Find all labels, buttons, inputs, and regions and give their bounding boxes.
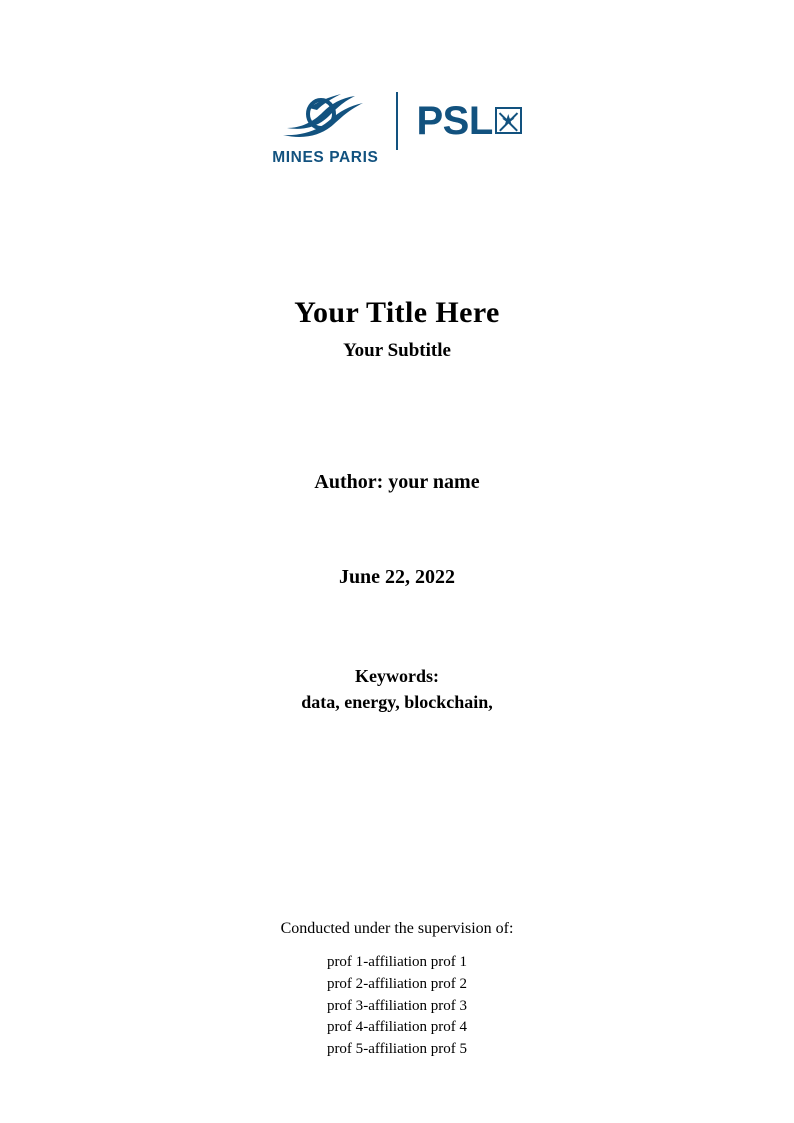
supervisor-name: prof 5 xyxy=(326,1041,364,1058)
table-row xyxy=(327,1039,467,1061)
supervisor-table-body xyxy=(327,952,467,1061)
table-row xyxy=(327,996,467,1018)
psl-star-icon xyxy=(502,114,515,127)
supervisor-separator: - xyxy=(363,954,369,970)
supervision-block xyxy=(0,920,794,1061)
table-row xyxy=(327,1017,467,1039)
supervisor-affiliation: affiliation prof 3 xyxy=(368,997,468,1014)
supervisor-separator: - xyxy=(363,1041,369,1058)
supervisor-name: prof 3 xyxy=(326,997,364,1014)
supervisor-table xyxy=(327,952,467,1061)
keywords-list: data, energy, blockchain, xyxy=(301,692,493,712)
keywords-block xyxy=(0,666,794,713)
table-row xyxy=(327,974,467,996)
logo-block xyxy=(0,88,794,167)
mines-paris-label: MINES PARIS xyxy=(272,149,379,166)
logo-divider xyxy=(396,92,398,150)
title-block xyxy=(0,296,794,362)
supervisor-affiliation: affiliation prof 4 xyxy=(368,1019,468,1036)
mines-paris-logo xyxy=(272,88,396,167)
table-row xyxy=(327,952,467,974)
supervisor-affiliation: affiliation prof 5 xyxy=(368,1041,468,1058)
date-line: June 22, 2022 xyxy=(338,566,456,588)
supervisor-separator: - xyxy=(363,975,369,992)
keywords-heading: Keywords: xyxy=(355,666,439,686)
supervisor-name: prof 2 xyxy=(326,975,364,992)
psl-logo xyxy=(416,98,521,155)
mines-paris-swoosh-icon xyxy=(279,88,371,144)
page-subtitle: Your Subtitle xyxy=(343,339,451,361)
page-title: Your Title Here xyxy=(294,296,500,329)
psl-label: PSL xyxy=(416,98,493,143)
supervisor-name: prof 1 xyxy=(326,954,364,970)
supervisor-affiliation: affiliation prof 2 xyxy=(368,975,468,992)
psl-emblem-icon xyxy=(495,107,522,134)
logo-lockup xyxy=(272,88,522,167)
author-line: Author: your name xyxy=(314,471,480,493)
supervisor-separator: - xyxy=(363,997,369,1014)
supervision-caption: Conducted under the supervision of: xyxy=(280,920,514,937)
supervisor-separator: - xyxy=(363,1019,369,1036)
supervisor-name: prof 4 xyxy=(326,1019,364,1036)
supervisor-affiliation: affiliation prof 1 xyxy=(368,954,468,970)
